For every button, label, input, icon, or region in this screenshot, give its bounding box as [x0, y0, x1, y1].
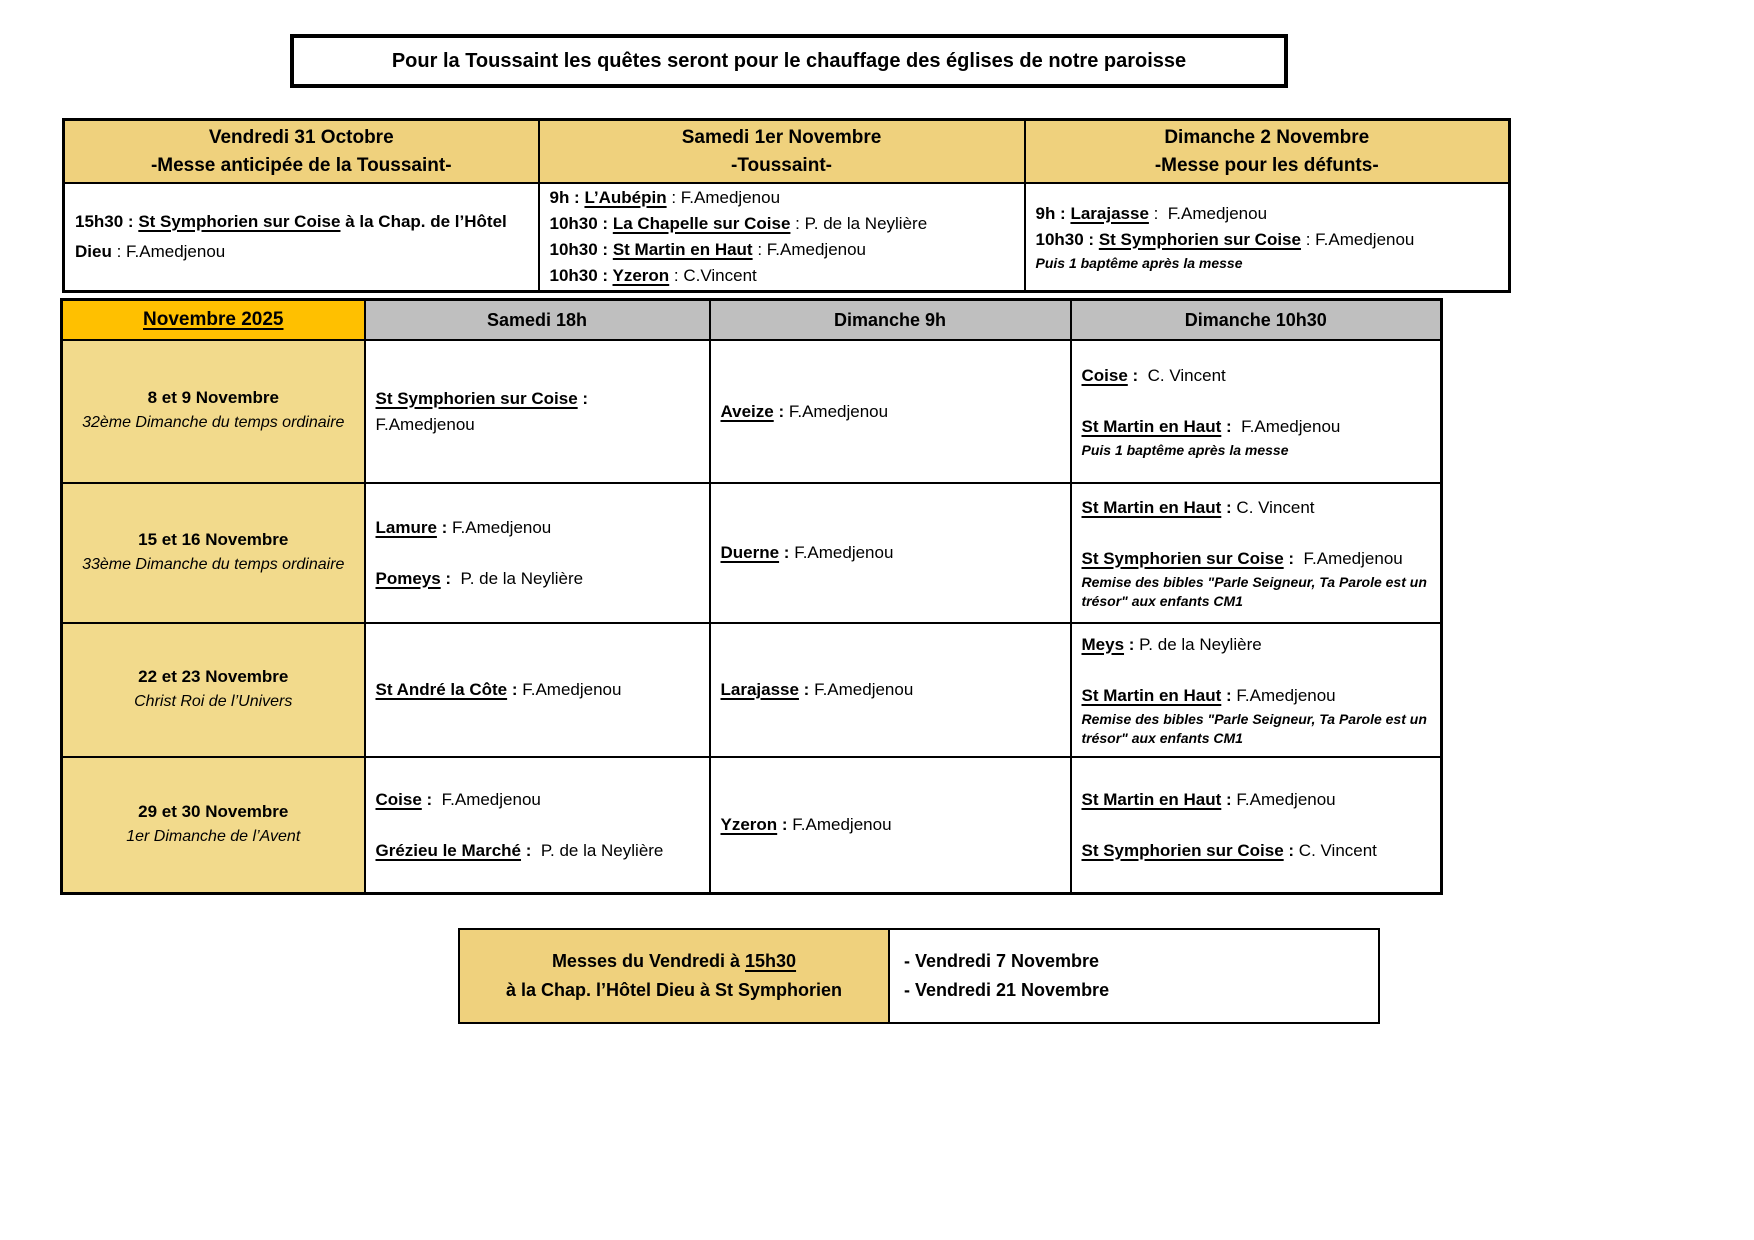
- t1-header-line: -Messe pour les défunts-: [1154, 154, 1379, 176]
- text-part: F.Amedjenou: [787, 815, 892, 834]
- text-part: Remise des bibles "Parle Seigneur, Ta Parole est un trésor" aux enfants CM1: [1081, 710, 1431, 746]
- text-part: :: [521, 840, 532, 860]
- text-part: C. Vincent: [1138, 365, 1226, 385]
- mass-cell-dimanche10h30: [1071, 623, 1442, 757]
- text-part: : P. de la Neylière: [790, 214, 928, 233]
- text-part: P. de la Neylière: [451, 568, 584, 588]
- text-part: Aveize: [720, 401, 774, 421]
- text-line: [1082, 839, 1433, 863]
- date-title: 15 et 16 Novembre: [138, 529, 289, 549]
- text-part: - Vendredi 7 Novembre: [904, 951, 1100, 971]
- text-part: : F.Amedjenou: [666, 188, 781, 207]
- text-part: 10h30 :: [549, 214, 613, 233]
- text-line: [904, 948, 1377, 975]
- text-part: :: [440, 568, 452, 588]
- t1-cell-samedi: [539, 183, 1025, 292]
- text-part: :: [1221, 497, 1232, 517]
- text-line: [376, 678, 701, 702]
- friday-masses-row: [459, 929, 1379, 1023]
- text-part: 9h :: [1035, 203, 1071, 223]
- november-header-row: [62, 300, 1442, 341]
- text-line: [376, 567, 701, 591]
- t1-header-line: -Toussaint-: [731, 154, 832, 176]
- text-part: L’Aubépin: [584, 188, 667, 207]
- text-part: :: [1221, 416, 1232, 436]
- t1-cell-dimanche: [1025, 183, 1510, 292]
- text-part: :: [577, 388, 589, 408]
- table-row: [62, 757, 1442, 894]
- text-line: [1082, 710, 1433, 748]
- text-part: :: [1283, 548, 1295, 568]
- t1-header-vendredi: [64, 120, 539, 184]
- text-part: F.Amedjenou: [1294, 548, 1403, 568]
- text-line: [461, 977, 887, 1004]
- text-part: Puis 1 baptême après la messe: [1081, 441, 1289, 458]
- text-part: St Symphorien sur Coise: [138, 212, 341, 231]
- text-line: [550, 186, 1014, 210]
- t1-header-line: Samedi 1er Novembre: [681, 126, 882, 148]
- mass-cell-samedi: [365, 623, 710, 757]
- toussaint-table: [62, 118, 1511, 293]
- date-subtitle: 32ème Dimanche du temps ordinaire: [82, 414, 345, 432]
- date-title: 29 et 30 Novembre: [138, 801, 289, 821]
- text-line: [1082, 441, 1433, 460]
- text-part: :: [1221, 789, 1232, 809]
- text-part: Remise des bibles "Parle Seigneur, Ta Parole est un trésor" aux enfants CM1: [1081, 573, 1431, 609]
- text-line: [550, 238, 1014, 262]
- text-part: 10h30 :: [549, 240, 613, 259]
- toussaint-body-row: [64, 183, 1510, 292]
- text-part: :: [798, 680, 810, 699]
- text-part: St André la Côte: [375, 680, 508, 699]
- text-part: Coise: [1081, 365, 1128, 385]
- text-part: :: [1127, 365, 1139, 385]
- november-table: [60, 298, 1443, 895]
- text-part: : F.Amedjenou: [752, 240, 867, 259]
- text-part: :: [421, 789, 433, 809]
- text-part: :: [1283, 840, 1295, 860]
- text-part: : F.Amedjenou: [111, 242, 226, 261]
- text-part: : C.Vincent: [669, 266, 757, 285]
- text-part: Yzeron: [720, 815, 778, 834]
- text-part: F.Amedjenou: [375, 414, 475, 434]
- date-subtitle: 1er Dimanche de l’Avent: [126, 827, 301, 845]
- banner-text: Pour la Toussaint les quêtes seront pour le chauffage des églises de notre paroisse: [391, 49, 1187, 72]
- text-part: :: [773, 401, 785, 421]
- day-header-dimanche-10h30: Dimanche 10h30: [1071, 300, 1442, 341]
- text-part: F.Amedjenou: [1231, 685, 1336, 705]
- text-line: [376, 839, 701, 863]
- friday-masses-box: [458, 928, 1380, 1024]
- text-part: :: [436, 517, 448, 537]
- text-line: [721, 541, 1062, 565]
- text-part: St Symphorien sur Coise: [375, 388, 578, 408]
- mass-cell-dimanche10h30: [1071, 340, 1442, 483]
- text-line: [1036, 228, 1499, 252]
- table-row: [62, 340, 1442, 483]
- friday-masses-dates-cell: [889, 929, 1379, 1023]
- text-line: [1082, 788, 1433, 812]
- t1-cell-vendredi: [64, 183, 539, 292]
- date-cell: [62, 623, 365, 757]
- text-line: [376, 788, 701, 812]
- date-title: 22 et 23 Novembre: [138, 666, 289, 686]
- text-part: P. de la Neylière: [1134, 634, 1262, 654]
- mass-cell-dimanche9h: [710, 340, 1071, 483]
- text-line: [376, 387, 701, 411]
- text-part: Larajasse: [720, 680, 799, 699]
- month-header-cell: Novembre 2025: [62, 300, 365, 341]
- mass-cell-dimanche9h: [710, 483, 1071, 623]
- text-part: St Symphorien sur Coise: [1081, 840, 1284, 860]
- text-line: [1036, 202, 1499, 226]
- text-part: Meys: [1081, 634, 1125, 654]
- date-cell: [62, 340, 365, 483]
- text-part: Larajasse: [1070, 203, 1149, 223]
- text-line: [721, 400, 1062, 424]
- text-part: St Symphorien sur Coise: [1081, 548, 1284, 568]
- text-part: : F.Amedjenou: [1300, 229, 1415, 249]
- text-line: [1082, 684, 1433, 708]
- text-line: [461, 948, 887, 975]
- date-cell: [62, 483, 365, 623]
- text-line: [904, 977, 1377, 1004]
- mass-cell-samedi: [365, 340, 710, 483]
- text-line: [1036, 254, 1499, 273]
- text-part: :: [1221, 685, 1232, 705]
- text-part: F.Amedjenou: [789, 543, 894, 562]
- text-line: [1082, 415, 1433, 439]
- t1-header-line: Dimanche 2 Novembre: [1164, 126, 1370, 148]
- mass-cell-dimanche10h30: [1071, 757, 1442, 894]
- t1-header-line: -Messe anticipée de la Toussaint-: [150, 154, 452, 176]
- text-part: Pomeys: [375, 568, 441, 588]
- text-line: [721, 813, 1062, 837]
- text-part: à la Chap. l’Hôtel Dieu à St Symphorien: [505, 980, 843, 1000]
- text-part: à la Chap. de l’Hôtel Dieu: [75, 212, 512, 261]
- text-part: F.Amedjenou: [432, 789, 541, 809]
- text-part: F.Amedjenou: [784, 401, 889, 421]
- t1-header-dimanche: [1025, 120, 1510, 184]
- text-part: :: [507, 680, 518, 699]
- text-part: Messes du Vendredi à: [551, 951, 746, 971]
- text-line: [1082, 547, 1433, 571]
- banner-box: [290, 34, 1288, 88]
- text-part: St Martin en Haut: [612, 240, 753, 259]
- text-line: [721, 678, 1062, 702]
- text-part: 10h30 :: [549, 266, 613, 285]
- text-part: C. Vincent: [1231, 497, 1315, 517]
- text-part: :: [779, 543, 790, 562]
- text-part: 9h :: [549, 188, 585, 207]
- friday-masses-label-cell: [459, 929, 889, 1023]
- text-part: F.Amedjenou: [1231, 789, 1336, 809]
- text-part: Yzeron: [612, 266, 670, 285]
- text-line: [550, 212, 1014, 236]
- text-part: St Martin en Haut: [1081, 685, 1222, 705]
- text-part: St Martin en Haut: [1081, 789, 1222, 809]
- mass-cell-dimanche10h30: [1071, 483, 1442, 623]
- text-line: [376, 516, 701, 540]
- text-part: F.Amedjenou: [447, 517, 552, 537]
- text-part: - Vendredi 21 Novembre: [904, 980, 1110, 1000]
- text-part: Coise: [375, 789, 422, 809]
- text-line: [1082, 496, 1433, 520]
- text-part: St Martin en Haut: [1081, 416, 1222, 436]
- text-part: St Symphorien sur Coise: [1098, 229, 1301, 249]
- text-part: St Martin en Haut: [1081, 497, 1222, 517]
- mass-cell-samedi: [365, 483, 710, 623]
- table-row: [62, 483, 1442, 623]
- text-part: P. de la Neylière: [531, 840, 664, 860]
- text-part: :: [777, 815, 788, 834]
- date-title: 8 et 9 Novembre: [147, 388, 279, 408]
- text-part: F.Amedjenou: [1231, 416, 1341, 436]
- text-part: Duerne: [720, 543, 780, 562]
- text-part: 15h30: [745, 951, 797, 971]
- text-line: [1082, 633, 1433, 657]
- text-part: Lamure: [375, 517, 437, 537]
- text-part: :: [1124, 634, 1135, 654]
- text-part: 10h30 :: [1035, 229, 1099, 249]
- text-line: [376, 413, 701, 437]
- day-header-samedi-18h: Samedi 18h: [365, 300, 710, 341]
- text-part: F.Amedjenou: [517, 680, 622, 699]
- mass-cell-samedi: [365, 757, 710, 894]
- date-subtitle: Christ Roi de l’Univers: [134, 692, 293, 710]
- mass-cell-dimanche9h: [710, 623, 1071, 757]
- text-part: C. Vincent: [1294, 840, 1377, 860]
- table-row: [62, 623, 1442, 757]
- day-header-dimanche-9h: Dimanche 9h: [710, 300, 1071, 341]
- t1-header-samedi: [539, 120, 1025, 184]
- text-line: [75, 207, 528, 267]
- text-part: 15h30 :: [75, 212, 139, 231]
- text-part: Grézieu le Marché: [375, 840, 522, 860]
- text-part: La Chapelle sur Coise: [612, 214, 791, 233]
- text-line: [1082, 573, 1433, 611]
- t1-header-line: Vendredi 31 Octobre: [208, 126, 394, 148]
- text-part: Puis 1 baptême après la messe: [1035, 254, 1243, 271]
- toussaint-header-row: [64, 120, 1510, 184]
- text-part: F.Amedjenou: [809, 680, 914, 699]
- text-line: [1082, 364, 1433, 388]
- mass-cell-dimanche9h: [710, 757, 1071, 894]
- date-subtitle: 33ème Dimanche du temps ordinaire: [82, 555, 345, 573]
- text-line: [550, 264, 1014, 288]
- text-part: : F.Amedjenou: [1148, 203, 1268, 223]
- date-cell: [62, 757, 365, 894]
